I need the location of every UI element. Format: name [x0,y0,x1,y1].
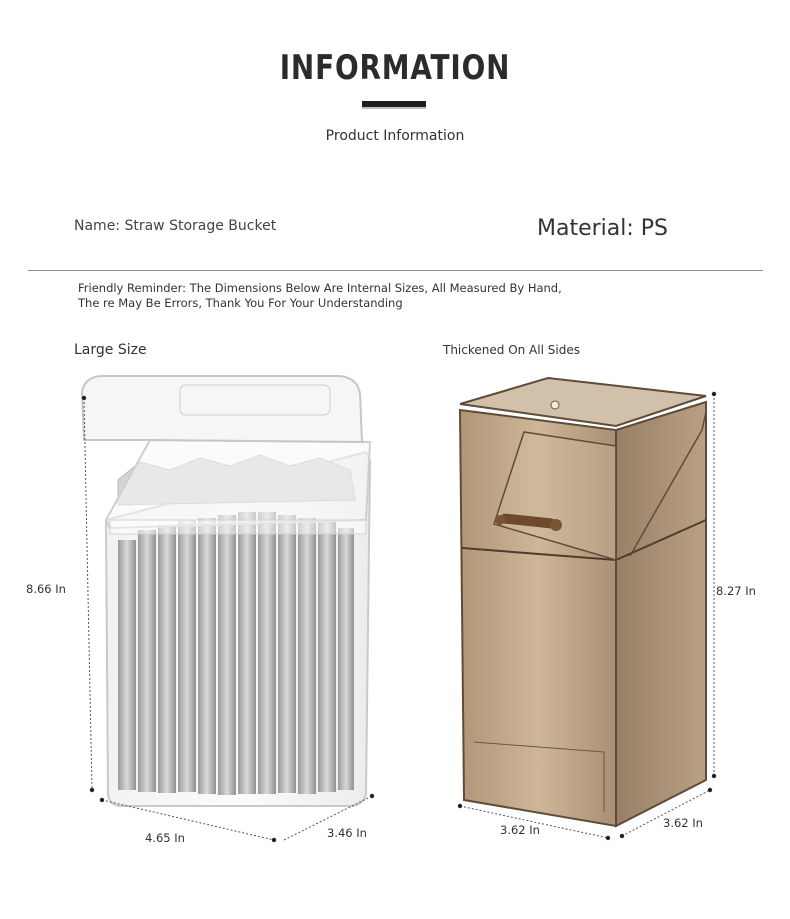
large-depth-label: 3.46 In [327,826,367,840]
product-name: Name: Straw Storage Bucket [74,218,277,234]
large-size-label: Large Size [74,342,147,358]
thick-depth-label: 3.62 In [663,816,703,830]
large-width-label: 4.65 In [145,831,185,845]
large-height-label: 8.66 In [26,582,66,596]
page-title: INFORMATION [279,48,511,88]
friendly-reminder: Friendly Reminder: The Dimensions Below Are Internal Sizes, All Measured By Hand, The re May Be Errors, Thank You For Your Understanding [78,281,562,310]
product-material: Material: PS [537,216,669,241]
thick-height-label: 8.27 In [716,584,756,598]
thick-width-label: 3.62 In [500,823,540,837]
page-subtitle: Product Information [325,128,465,144]
thickened-label: Thickened On All Sides [443,343,580,357]
brown-container [460,378,706,826]
clear-straw-container [82,376,370,806]
